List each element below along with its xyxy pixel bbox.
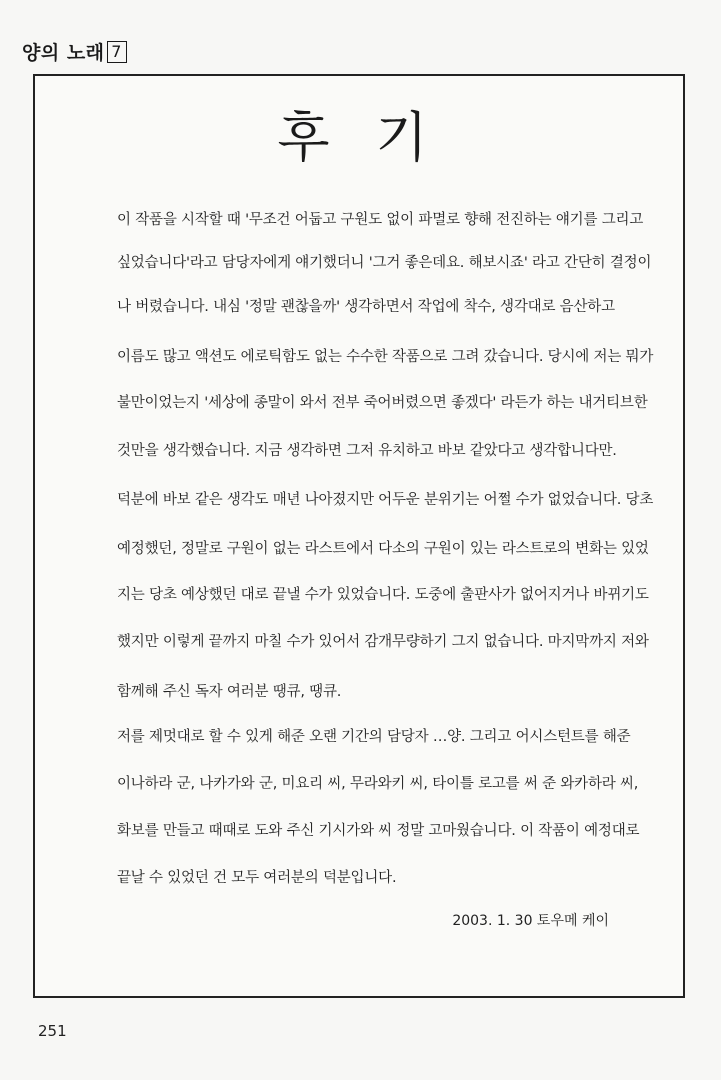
volume-number-box: 7 [107,41,127,63]
afterword-heading: 후기 [277,106,474,169]
author-signature-date: 2003. 1. 30 토우메 케이 [452,913,609,929]
text-line: 것만을 생각했습니다. 지금 생각하면 그저 유치하고 바보 같았다고 생각합니다만. [117,443,617,459]
text-line: 불만이었는지 '세상에 종말이 와서 전부 죽어버렸으면 좋겠다' 라든가 하는 내거티브한 [117,395,648,411]
text-line: 화보를 만들고 때때로 도와 주신 기시가와 씨 정말 고마웠습니다. 이 작품이 예정대로 [117,823,640,839]
text-line: 이 작품을 시작할 때 '무조건 어둡고 구원도 없이 파멸로 향해 전진하는 얘기를 그리고 [117,212,644,228]
text-line: 예정했던, 정말로 구원이 없는 라스트에서 다소의 구원이 있는 라스트로의 변화는 있었 [117,541,649,557]
book-title-text: 양의 노래 [22,42,105,64]
text-line: 함께해 주신 독자 여러분 땡큐, 땡큐. [117,684,342,700]
text-line: 이나하라 군, 나카가와 군, 미요리 씨, 무라와키 씨, 타이틀 로고를 써 준 와카하라 씨, [117,776,639,792]
text-line: 이름도 많고 액션도 에로틱함도 없는 수수한 작품으로 그려 갔습니다. 당시에 저는 뭐가 [117,349,654,365]
text-line: 덕분에 바보 같은 생각도 매년 나아졌지만 어두운 분위기는 어쩔 수가 없었습니다. 당초 [117,492,654,508]
page-number: 251 [38,1022,67,1040]
text-line: 끝날 수 있었던 건 모두 여러분의 덕분입니다. [117,870,397,886]
book-title [22,38,127,65]
text-line: 싶었습니다'라고 담당자에게 얘기했더니 '그거 좋은데요. 해보시죠' 라고 간단히 결정이 [117,255,652,271]
text-line: 지는 당초 예상했던 대로 끝낼 수가 있었습니다. 도중에 출판사가 없어지거나 바뀌기도 [117,587,649,603]
text-line: 나 버렸습니다. 내심 '정말 괜찮을까' 생각하면서 작업에 착수, 생각대로 음산하고 [117,299,615,315]
text-line: 했지만 이렇게 끝까지 마칠 수가 있어서 감개무량하기 그지 없습니다. 마지막까지 저와 [117,634,649,650]
text-line: 저를 제멋대로 할 수 있게 해준 오랜 기간의 담당자 …양. 그리고 어시스턴트를 해준 [117,729,631,745]
